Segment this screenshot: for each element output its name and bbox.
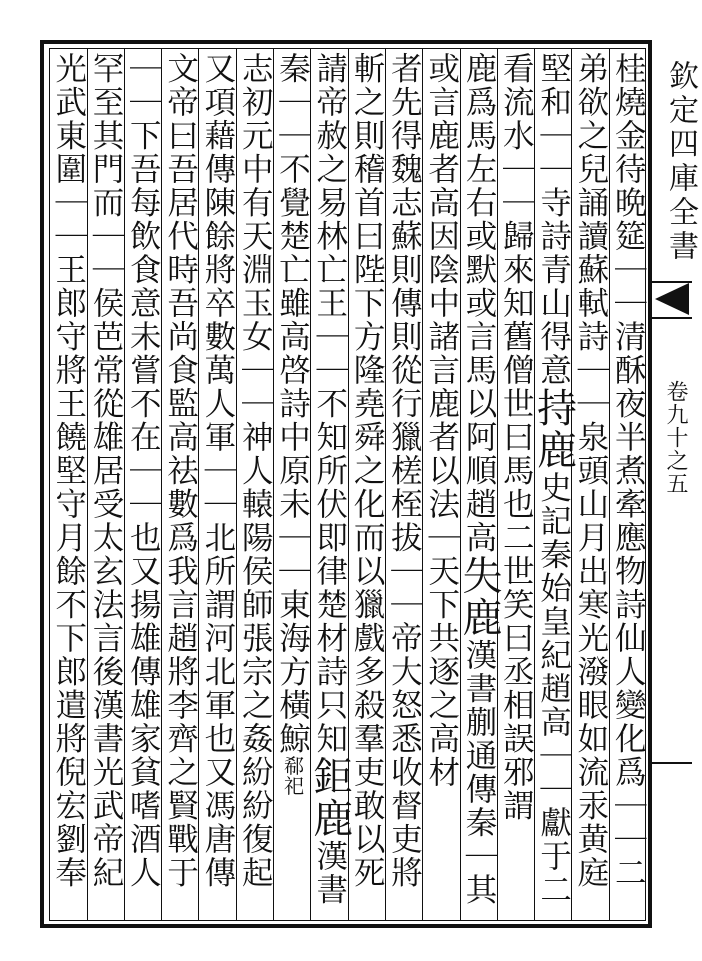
- text-column-1: [609, 52, 647, 918]
- entry-heading: 鉅: [306, 755, 353, 798]
- text-run: 或言鹿者高因陰中諸言鹿者以法: [423, 52, 460, 521]
- text-run: 秦｜｜不覺楚亡雖高啓詩中原未｜｜東海方橫鯨: [274, 52, 311, 756]
- lower-fish-tail-line: [652, 762, 692, 764]
- fish-tail-line-bottom: [652, 317, 692, 319]
- text-run: 史記秦始皇紀趙高｜｜獻于二: [535, 471, 572, 907]
- text-run: 堅和｜｜寺詩青山得意: [535, 52, 572, 387]
- text-run: 文帝曰吾居代時吾尚食監高祛數爲我言趙將李齊之賢戰于: [162, 52, 199, 890]
- text-run: 又項藉傳陳餘將卒數萬人軍｜｜北所謂河北軍也又馮唐傳: [199, 52, 236, 890]
- text-run: 世曰馬也二世笑曰丞相誤邪謂: [498, 387, 535, 823]
- text-run: 漢書: [311, 839, 348, 907]
- text-run: 看流水｜｜歸來知舊僧: [498, 52, 535, 387]
- text-column-2: [572, 52, 610, 918]
- text-column-11: [236, 52, 274, 918]
- text-run: 罕至其門而｜｜侯芭常從雄居受太玄法言後漢書光武帝紀: [88, 52, 124, 890]
- text-column-4: [497, 52, 535, 918]
- text-run: 鹿爲馬左右或默或言馬以阿順趙高: [461, 52, 497, 555]
- entry-heading: 鹿: [530, 429, 577, 471]
- text-run: 者先得魏志蘇則傳則從行獵槎桎拔｜｜帝大怒悉收督吏將: [386, 52, 423, 890]
- text-run: 弟欲之兒誦讀蘇軾詩｜｜泉頭山月出寒光潑眼如流汞黄庭: [572, 52, 609, 890]
- text-run: ｜｜下吾每飲食意未嘗不在｜｜也又揚雄傳雄家貧嗜酒人: [125, 52, 162, 890]
- text-column-6: [423, 52, 461, 918]
- text-run: 志初元中有天淵玉女｜｜神人轅陽侯師張宗之姦紛紛復起: [237, 52, 274, 890]
- entry-heading: 鹿: [306, 797, 353, 840]
- text-run: 桂燒金待晩筵｜｜清酥夜半煮牽應物詩仙人變化爲｜｜二: [610, 52, 647, 890]
- text-column-8: [348, 52, 386, 918]
- text-run: 郗祀: [280, 755, 305, 796]
- text-column-10: [274, 52, 312, 918]
- text-column-13: [162, 52, 200, 918]
- text-column-3: [530, 52, 577, 918]
- text-run: 光武東圍｜｜王郎守將王饒堅守月餘不下郎遣將倪宏劉奉: [50, 52, 87, 890]
- text-run: 漢書蒯通傳秦｜其: [461, 638, 497, 907]
- entry-heading: 失: [456, 554, 502, 597]
- text-column-7: [385, 52, 423, 918]
- text-run: 斬之則稽首曰陛下方隆堯舜之化而以獵戲多殺羣吏敢以死: [349, 52, 386, 890]
- entry-heading: 鹿: [456, 596, 502, 639]
- volume-label: 卷九十之五: [663, 380, 688, 495]
- text-column-12: [199, 52, 237, 918]
- text-run: ｜天下共逐之高材: [423, 521, 460, 789]
- entry-heading: 持: [530, 387, 577, 429]
- text-column-9: [306, 52, 353, 918]
- text-column-14: [124, 52, 162, 918]
- text-column-15: [87, 52, 125, 918]
- text-column-5: [456, 52, 502, 918]
- fish-tail-mark: [655, 283, 689, 315]
- text-column-16: [50, 52, 88, 918]
- book-title: 欽定四庫全書: [663, 60, 698, 264]
- text-run: 請帝赦之易林亡王｜｜不知所伏即律楚材詩只知: [311, 52, 348, 756]
